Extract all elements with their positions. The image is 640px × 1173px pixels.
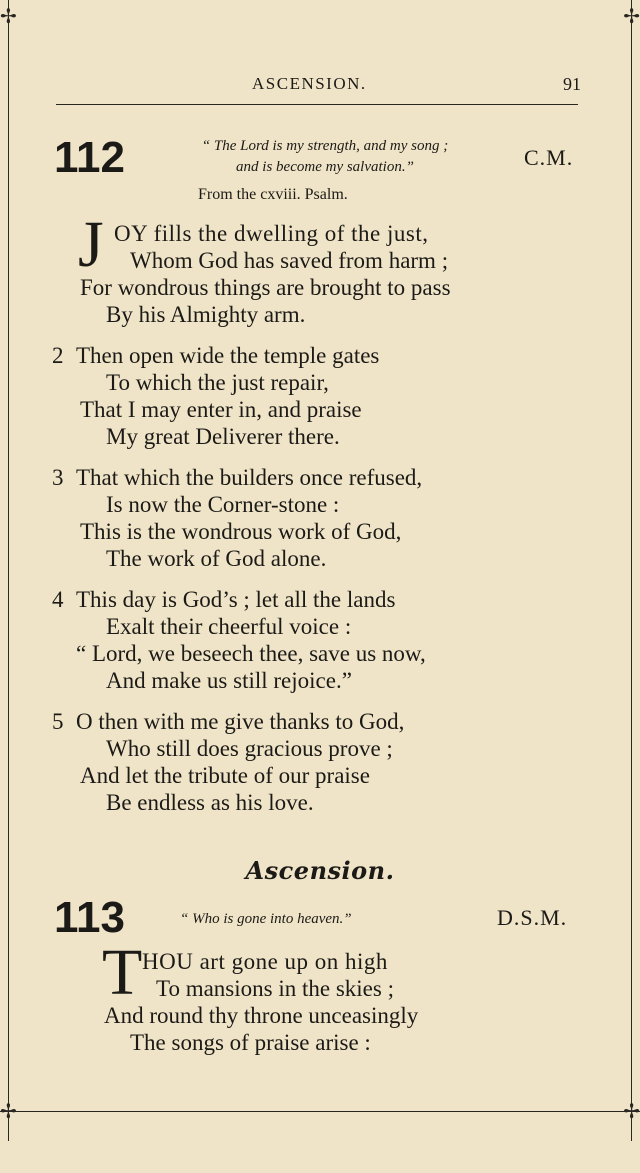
hymn-112-stanza-2-line-1: 2 Then open wide the temple gates: [52, 343, 380, 368]
page-frame-left: [8, 0, 9, 1141]
page-number: 91: [563, 74, 581, 94]
corner-ornament-icon: ✢: [0, 4, 17, 28]
head-rule: [56, 104, 578, 105]
hymn-113-number: 113: [54, 893, 125, 942]
hymn-112-stanza-5-line-3: And let the tribute of our praise: [80, 763, 370, 788]
hymn-113-line-4: The songs of praise arise :: [130, 1030, 371, 1055]
hymn-112-stanza-3-line-2: Is now the Corner-stone :: [106, 492, 340, 517]
running-title: ASCENSION.: [252, 74, 367, 93]
hymn-113-line-3: And round thy throne unceasingly: [104, 1003, 419, 1028]
hymn-112-line-1: OY fills the dwelling of the just,: [114, 221, 429, 246]
hymn-112-number: 112: [54, 133, 125, 182]
corner-ornament-icon: ✢: [623, 1099, 640, 1123]
hymn-112-source: From the cxviii. Psalm.: [198, 186, 348, 203]
stanza-number: 5: [52, 709, 64, 734]
stanza-number: 2: [52, 343, 64, 368]
hymn-112-stanza-2-line-2: To which the just repair,: [106, 370, 329, 395]
hymn-113-line-1: HOU art gone up on high: [142, 949, 388, 974]
hymn-112-line-4: By his Almighty arm.: [106, 302, 306, 327]
hymn-112-stanza-5-line-2: Who still does gracious prove ;: [106, 736, 393, 761]
hymn-112-epigraph-2: and is become my salvation.”: [236, 159, 414, 175]
hymn-113-epigraph: “ Who is gone into heaven.”: [180, 911, 352, 927]
hymn-113-line-2: To mansions in the skies ;: [156, 976, 394, 1001]
section-heading: Ascension.: [245, 856, 395, 885]
hymn-112-stanza-4-line-3: “ Lord, we beseech thee, save us now,: [76, 641, 426, 666]
hymn-112-line-3: For wondrous things are brought to pass: [80, 275, 451, 300]
running-head: [0, 70, 640, 100]
hymn-112-stanza-4-line-2: Exalt their cheerful voice :: [106, 614, 352, 639]
hymn-112-stanza-3-line-1: 3 That which the builders once refused,: [52, 465, 423, 490]
hymn-112-stanza-4-line-1: 4 This day is God’s ; let all the lands: [52, 587, 396, 612]
corner-ornament-icon: ✢: [623, 4, 640, 28]
hymn-112-stanza-3-line-3: This is the wondrous work of God,: [80, 519, 402, 544]
hymn-112-epigraph-1: “ The Lord is my strength, and my song ;: [201, 138, 449, 154]
hymn-113-dropcap: T: [102, 936, 143, 1009]
hymn-112-stanza-2-line-4: My great Deliverer there.: [106, 424, 340, 449]
hymn-112-stanza-4-line-4: And make us still rejoice.”: [106, 668, 352, 693]
corner-ornament-icon: ✢: [0, 1099, 17, 1123]
hymn-112-stanza-5-line-4: Be endless as his love.: [106, 790, 314, 815]
hymn-112-meter: C.M.: [524, 145, 574, 170]
hymn-112-stanza-3-line-4: The work of God alone.: [106, 546, 327, 571]
stanza-number: 4: [52, 587, 64, 612]
hymn-112-line-2: Whom God has saved from harm ;: [130, 248, 449, 273]
hymn-113-meter: D.S.M.: [497, 905, 568, 930]
hymn-112-stanza-2-line-3: That I may enter in, and praise: [80, 397, 362, 422]
hymn-112-dropcap: J: [78, 208, 104, 281]
hymn-112-stanza-5-line-1: 5 O then with me give thanks to God,: [52, 709, 405, 734]
stanza-number: 3: [52, 465, 64, 490]
page-frame-bottom: [0, 1111, 640, 1112]
page-frame-right: [631, 0, 632, 1141]
